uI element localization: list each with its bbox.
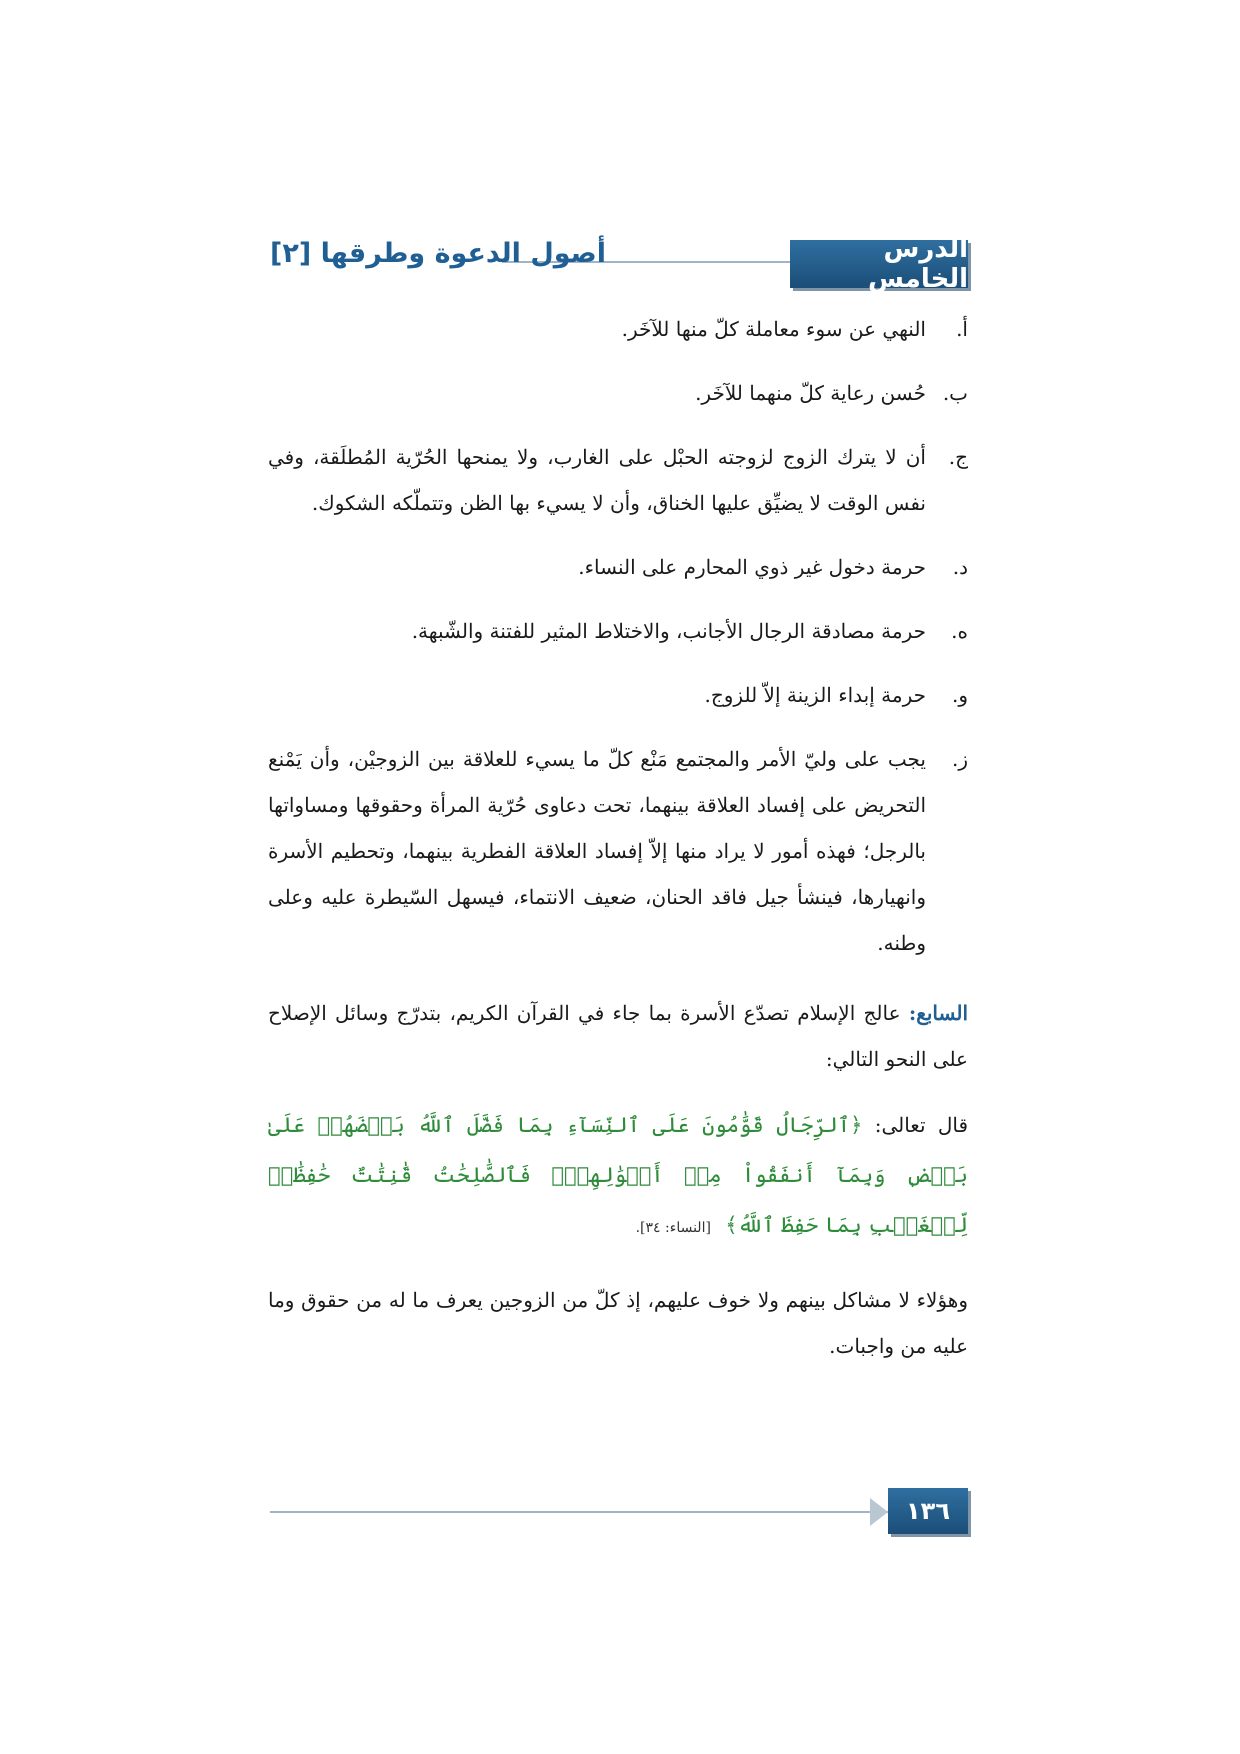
item-marker: و. <box>951 683 968 707</box>
item-marker: أ. <box>956 317 968 341</box>
page-content <box>268 306 968 1387</box>
footer-notch <box>870 1498 888 1526</box>
item-text: النهي عن سوء معاملة كلّ منها للآخَر. <box>621 317 926 341</box>
list-item <box>268 672 968 718</box>
page-header <box>270 232 968 294</box>
item-marker: ب. <box>942 381 968 405</box>
page-footer <box>270 1488 968 1536</box>
page-number: ١٣٦ <box>888 1488 968 1534</box>
seventh-label: السابع: <box>908 1001 969 1025</box>
item-text: حُسن رعاية كلّ منهما للآخَر. <box>695 381 926 405</box>
item-marker: د. <box>952 555 968 579</box>
footer-divider <box>270 1511 888 1513</box>
list-item <box>268 736 968 966</box>
list-item <box>268 544 968 590</box>
item-text: حرمة إبداء الزينة إلاّ للزوج. <box>704 683 926 707</box>
book-title: أصول الدعوة وطرقها [٢] <box>270 238 607 269</box>
quran-verse-block <box>268 1100 968 1253</box>
verse-reference: [النساء: ٣٤]. <box>635 1220 711 1236</box>
closing-paragraph: وهؤلاء لا مشاكل بينهم ولا خوف عليهم، إذ كلّ من الزوجين يعرف ما له من حقوق وما عليه من واجبات. <box>268 1288 968 1358</box>
list-item <box>268 608 968 654</box>
list-item <box>268 434 968 526</box>
lesson-badge: الدرس الخامس <box>790 240 968 288</box>
list-item <box>268 370 968 416</box>
item-text: حرمة دخول غير ذوي المحارم على النساء. <box>578 555 926 579</box>
seventh-text: عالج الإسلام تصدّع الأسرة بما جاء في القرآن الكريم، بتدرّج وسائل الإصلاح على النحو التالي: <box>268 1001 968 1071</box>
item-text: حرمة مصادقة الرجال الأجانب، والاختلاط المثير للفتنة والشّبهة. <box>411 619 926 643</box>
list-item <box>268 306 968 352</box>
seventh-paragraph <box>268 990 968 1082</box>
item-marker: ج. <box>948 445 968 469</box>
quran-verse: ﴿ٱلرِّجَالُ قَوَّٰمُونَ عَلَى ٱلنِّسَآءِ بِمَا فَضَّلَ ٱللَّهُ بَعۡضَهُمۡ عَلَىٰ بَعۡضٖ وَبِمَآ أَنفَقُواْ مِنۡ أَمۡوَٰلِهِمۡۚ فَٱلصَّٰلِحَٰتُ قَٰنِتَٰتٌ حَٰفِظَٰتٞ لِّلۡغَيۡبِ بِمَا حَفِظَ ٱللَّهُ﴾ <box>268 1113 968 1237</box>
item-text: أن لا يترك الزوج لزوجته الحبْل على الغارب، ولا يمنحها الحُرّية المُطلَقة، وفي نفس الوقت لا يضيِّق عليها الخناق، وأن لا يسيء بها الظن وتتملّكه الشكوك. <box>268 445 926 515</box>
item-text: يجب على وليّ الأمر والمجتمع مَنْع كلّ ما يسيء للعلاقة بين الزوجيْن، وأن يَمْنع التحريض على إفساد العلاقة بينهما، تحت دعاوى حُرّية المرأة وحقوقها ومساواتها بالرجل؛ فهذه أمور لا يراد منها إلاّ إفساد العلاقة الفطرية بينهما، وتحطيم الأسرة وانهيارها، فينشأ جيل فاقد الحنان، ضعيف الانتماء، فيسهل السّيطرة عليه وعلى وطنه. <box>268 747 926 955</box>
verse-intro: قال تعالى: <box>874 1113 969 1137</box>
item-marker: ز. <box>951 747 968 771</box>
item-marker: ه. <box>951 619 968 643</box>
